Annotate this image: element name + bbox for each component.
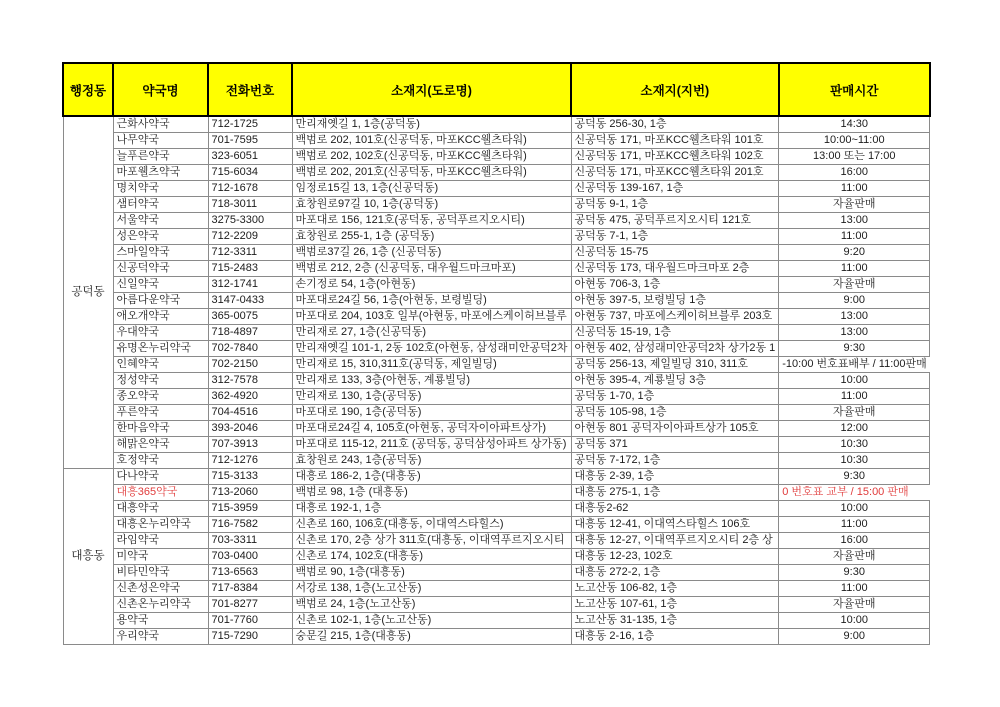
road-cell: 만리재로 130, 1층(공덕동) (292, 389, 571, 405)
table-row (63, 277, 930, 293)
time-cell: 13:00 (779, 309, 930, 325)
name-cell: 대흥365약국 (113, 485, 208, 501)
lot-cell: 대흥동2-62 (571, 501, 779, 517)
table-row (63, 357, 930, 373)
road-cell: 백범로 98, 1층 (대흥동) (292, 485, 571, 501)
phone-cell: 715-2483 (208, 261, 292, 277)
table-row (63, 629, 930, 645)
table-row (63, 165, 930, 181)
lot-cell: 신공덕동 15-19, 1층 (571, 325, 779, 341)
table-row (63, 405, 930, 421)
time-cell: 11:00 (779, 581, 930, 597)
name-cell: 늘푸른약국 (113, 149, 208, 165)
phone-cell: 716-7582 (208, 517, 292, 533)
phone-cell: 393-2046 (208, 421, 292, 437)
road-cell: 만리재로 27, 1층(신공덕동) (292, 325, 571, 341)
time-cell: 11:00 (779, 181, 930, 197)
time-cell: 13:00 (779, 213, 930, 229)
name-cell: 우대약국 (113, 325, 208, 341)
phone-cell: 713-6563 (208, 565, 292, 581)
time-cell: 11:00 (779, 229, 930, 245)
road-cell: 마포대로 156, 121호(공덕동, 공덕푸르지오시티) (292, 213, 571, 229)
road-cell: 백범로 212, 2층 (신공덕동, 대우월드마크마포) (292, 261, 571, 277)
phone-cell: 703-3311 (208, 533, 292, 549)
table-row (63, 229, 930, 245)
road-cell: 효창원로97길 10, 1층(공덕동) (292, 197, 571, 213)
lot-cell: 대흥동 275-1, 1층 (571, 485, 779, 501)
phone-cell: 701-7760 (208, 613, 292, 629)
table-row (63, 245, 930, 261)
road-cell: 신촌로 160, 106호(대흥동, 이대역스타힐스) (292, 517, 571, 533)
time-cell: 10:00~11:00 (779, 133, 930, 149)
time-cell: 10:00 (779, 501, 930, 517)
lot-cell: 공덕동 475, 공덕푸르지오시티 121호 (571, 213, 779, 229)
time-cell: 13:00 (779, 325, 930, 341)
name-cell: 스마일약국 (113, 245, 208, 261)
phone-cell: 712-1678 (208, 181, 292, 197)
lot-cell: 공덕동 371 (571, 437, 779, 453)
table-row (63, 181, 930, 197)
table-row (63, 485, 930, 501)
road-cell: 손기정로 54, 1층(아현동) (292, 277, 571, 293)
table-row (63, 133, 930, 149)
lot-cell: 대흥동 2-16, 1층 (571, 629, 779, 645)
name-cell: 우리약국 (113, 629, 208, 645)
name-cell: 명치약국 (113, 181, 208, 197)
name-cell: 호정약국 (113, 453, 208, 469)
phone-cell: 713-2060 (208, 485, 292, 501)
phone-cell: 715-3133 (208, 469, 292, 485)
table-row (63, 613, 930, 629)
phone-cell: 715-3959 (208, 501, 292, 517)
road-cell: 효창원로 255-1, 1층 (공덕동) (292, 229, 571, 245)
region-cell: 대흥동 (63, 469, 113, 645)
time-cell: 10:30 (779, 437, 930, 453)
name-cell: 신일약국 (113, 277, 208, 293)
road-cell: 백범로 202, 102호(신공덕동, 마포KCC웰츠타워) (292, 149, 571, 165)
name-cell: 대흥온누리약국 (113, 517, 208, 533)
table-row (63, 197, 930, 213)
lot-cell: 대흥동 12-41, 이대역스타힐스 106호 (571, 517, 779, 533)
phone-cell: 712-2209 (208, 229, 292, 245)
road-cell: 백범로 90, 1층(대흥동) (292, 565, 571, 581)
time-cell: 0 번호표 교부 / 15:00 판매 (779, 485, 930, 501)
name-cell: 애오개약국 (113, 309, 208, 325)
road-cell: 효창원로 243, 1층(공덕동) (292, 453, 571, 469)
road-cell: 백범로 24, 1층(노고산동) (292, 597, 571, 613)
time-cell: 10:30 (779, 453, 930, 469)
name-cell: 용약국 (113, 613, 208, 629)
lot-cell: 공덕동 256-30, 1층 (571, 116, 779, 133)
lot-cell: 공덕동 7-172, 1층 (571, 453, 779, 469)
lot-cell: 공덕동 9-1, 1층 (571, 197, 779, 213)
road-cell: 백범로 202, 101호(신공덕동, 마포KCC웰츠타워) (292, 133, 571, 149)
time-cell: 자율판매 (779, 197, 930, 213)
time-cell: 9:30 (779, 565, 930, 581)
col-header-phone: 전화번호 (208, 63, 292, 116)
lot-cell: 노고산동 107-61, 1층 (571, 597, 779, 613)
time-cell: 16:00 (779, 533, 930, 549)
name-cell: 인혜약국 (113, 357, 208, 373)
time-cell: 9:30 (779, 469, 930, 485)
table-row (63, 501, 930, 517)
header-row (63, 63, 930, 116)
phone-cell: 718-4897 (208, 325, 292, 341)
table-row (63, 581, 930, 597)
lot-cell: 아현동 397-5, 보령빌딩 1층 (571, 293, 779, 309)
time-cell: 9:20 (779, 245, 930, 261)
lot-cell: 신공덕동 171, 마포KCC웰츠타워 101호 (571, 133, 779, 149)
table-row (63, 517, 930, 533)
lot-cell: 아현동 737, 마포에스케이허브블루 203호 (571, 309, 779, 325)
name-cell: 라임약국 (113, 533, 208, 549)
col-header-sale-time: 판매시간 (779, 63, 930, 116)
name-cell: 신촌성은약국 (113, 581, 208, 597)
road-cell: 만리재옛길 1, 1층(공덕동) (292, 116, 571, 133)
table-row (63, 293, 930, 309)
time-cell: 9:30 (779, 341, 930, 357)
road-cell: 마포대로 190, 1층(공덕동) (292, 405, 571, 421)
table-row (63, 341, 930, 357)
road-cell: 마포대로 115-12, 211호 (공덕동, 공덕삼성아파트 상가동) (292, 437, 571, 453)
table-row (63, 421, 930, 437)
lot-cell: 신공덕동 139-167, 1층 (571, 181, 779, 197)
phone-cell: 312-1741 (208, 277, 292, 293)
col-header-region: 행정동 (63, 63, 113, 116)
lot-cell: 대흥동 12-27, 이대역푸르지오시티 2층 상 (571, 533, 779, 549)
phone-cell: 703-0400 (208, 549, 292, 565)
table-row (63, 389, 930, 405)
col-header-lot-address: 소재지(지번) (571, 63, 779, 116)
road-cell: 백범로37길 26, 1층 (신공덕동) (292, 245, 571, 261)
road-cell: 대흥로 192-1, 1층 (292, 501, 571, 517)
lot-cell: 공덕동 1-70, 1층 (571, 389, 779, 405)
pharmacy-sheet (62, 62, 931, 645)
lot-cell: 아현동 402, 삼성래미안공덕2차 상가2동 1 (571, 341, 779, 357)
road-cell: 백범로 202, 201호(신공덕동, 마포KCC웰츠타워) (292, 165, 571, 181)
lot-cell: 대흥동 272-2, 1층 (571, 565, 779, 581)
name-cell: 서울약국 (113, 213, 208, 229)
time-cell: 자율판매 (779, 549, 930, 565)
name-cell: 한마음약국 (113, 421, 208, 437)
table-row (63, 533, 930, 549)
name-cell: 나무약국 (113, 133, 208, 149)
table-row (63, 116, 930, 133)
lot-cell: 공덕동 256-13, 제일빌딩 310, 311호 (571, 357, 779, 373)
table-row (63, 453, 930, 469)
phone-cell: 3275-3300 (208, 213, 292, 229)
phone-cell: 718-3011 (208, 197, 292, 213)
lot-cell: 신공덕동 173, 대우월드마크마포 2층 (571, 261, 779, 277)
name-cell: 대흥약국 (113, 501, 208, 517)
road-cell: 만리재로 133, 3층(아현동, 계룡빌딩) (292, 373, 571, 389)
table-row (63, 309, 930, 325)
phone-cell: 312-7578 (208, 373, 292, 389)
table-row (63, 549, 930, 565)
time-cell: 자율판매 (779, 405, 930, 421)
lot-cell: 노고산동 31-135, 1층 (571, 613, 779, 629)
road-cell: 대흥로 186-2, 1층(대흥동) (292, 469, 571, 485)
col-header-road-address: 소재지(도로명) (292, 63, 571, 116)
name-cell: 정성약국 (113, 373, 208, 389)
table-row (63, 437, 930, 453)
lot-cell: 공덕동 7-1, 1층 (571, 229, 779, 245)
road-cell: 임정로15길 13, 1층(신공덕동) (292, 181, 571, 197)
table-row (63, 565, 930, 581)
lot-cell: 신공덕동 171, 마포KCC웰츠타워 201호 (571, 165, 779, 181)
phone-cell: 702-7840 (208, 341, 292, 357)
time-cell: 9:00 (779, 293, 930, 309)
phone-cell: 712-1725 (208, 116, 292, 133)
name-cell: 비타민약국 (113, 565, 208, 581)
region-cell: 공덕동 (63, 116, 113, 469)
time-cell: 10:00 (779, 373, 930, 389)
time-cell: 10:00 (779, 613, 930, 629)
road-cell: 마포대로24길 56, 1층(아현동, 보령빌딩) (292, 293, 571, 309)
time-cell: 11:00 (779, 389, 930, 405)
name-cell: 마포웰츠약국 (113, 165, 208, 181)
phone-cell: 712-1276 (208, 453, 292, 469)
name-cell: 유명온누리약국 (113, 341, 208, 357)
time-cell: -10:00 번호표배부 / 11:00판매 (779, 357, 930, 373)
phone-cell: 715-7290 (208, 629, 292, 645)
table-body (63, 116, 930, 645)
lot-cell: 노고산동 106-82, 1층 (571, 581, 779, 597)
phone-cell: 702-2150 (208, 357, 292, 373)
lot-cell: 신공덕동 171, 마포KCC웰츠타워 102호 (571, 149, 779, 165)
phone-cell: 715-6034 (208, 165, 292, 181)
lot-cell: 아현동 395-4, 계룡빌딩 3층 (571, 373, 779, 389)
phone-cell: 707-3913 (208, 437, 292, 453)
table-row (63, 213, 930, 229)
time-cell: 11:00 (779, 261, 930, 277)
road-cell: 서강로 138, 1층(노고산동) (292, 581, 571, 597)
table-row (63, 149, 930, 165)
name-cell: 근화사약국 (113, 116, 208, 133)
lot-cell: 아현동 706-3, 1층 (571, 277, 779, 293)
time-cell: 9:00 (779, 629, 930, 645)
name-cell: 아름다운약국 (113, 293, 208, 309)
road-cell: 마포대로 204, 103호 일부(아현동, 마포에스케이허브블루 (292, 309, 571, 325)
name-cell: 신촌온누리약국 (113, 597, 208, 613)
phone-cell: 323-6051 (208, 149, 292, 165)
name-cell: 미약국 (113, 549, 208, 565)
road-cell: 신촌로 170, 2층 상가 311호(대흥동, 이대역푸르지오시티 (292, 533, 571, 549)
time-cell: 12:00 (779, 421, 930, 437)
phone-cell: 3147-0433 (208, 293, 292, 309)
name-cell: 샘터약국 (113, 197, 208, 213)
lot-cell: 대흥동 2-39, 1층 (571, 469, 779, 485)
col-header-pharmacy-name: 약국명 (113, 63, 208, 116)
name-cell: 푸른약국 (113, 405, 208, 421)
name-cell: 해맑은약국 (113, 437, 208, 453)
name-cell: 신공덕약국 (113, 261, 208, 277)
road-cell: 숭문길 215, 1층(대흥동) (292, 629, 571, 645)
name-cell: 성은약국 (113, 229, 208, 245)
road-cell: 만리재옛길 101-1, 2동 102호(아현동, 삼성래미안공덕2차 (292, 341, 571, 357)
phone-cell: 365-0075 (208, 309, 292, 325)
phone-cell: 712-3311 (208, 245, 292, 261)
phone-cell: 704-4516 (208, 405, 292, 421)
lot-cell: 공덕동 105-98, 1층 (571, 405, 779, 421)
pharmacy-table (62, 62, 931, 645)
table-row (63, 373, 930, 389)
name-cell: 다나약국 (113, 469, 208, 485)
time-cell: 자율판매 (779, 277, 930, 293)
time-cell: 11:00 (779, 517, 930, 533)
lot-cell: 아현동 801 공덕자이아파트상가 105호 (571, 421, 779, 437)
name-cell: 종오약국 (113, 389, 208, 405)
road-cell: 만리재로 15, 310,311호(공덕동, 제일빌딩) (292, 357, 571, 373)
time-cell: 16:00 (779, 165, 930, 181)
time-cell: 자율판매 (779, 597, 930, 613)
road-cell: 마포대로24길 4, 105호(아현동, 공덕자이아파트상가) (292, 421, 571, 437)
time-cell: 13:00 또는 17:00 (779, 149, 930, 165)
time-cell: 14:30 (779, 116, 930, 133)
phone-cell: 717-8384 (208, 581, 292, 597)
table-row (63, 261, 930, 277)
road-cell: 신촌로 174, 102호(대흥동) (292, 549, 571, 565)
phone-cell: 701-7595 (208, 133, 292, 149)
road-cell: 신촌로 102-1, 1층(노고산동) (292, 613, 571, 629)
lot-cell: 대흥동 12-23, 102호 (571, 549, 779, 565)
lot-cell: 신공덕동 15-75 (571, 245, 779, 261)
table-row (63, 469, 930, 485)
table-row (63, 597, 930, 613)
phone-cell: 362-4920 (208, 389, 292, 405)
table-row (63, 325, 930, 341)
phone-cell: 701-8277 (208, 597, 292, 613)
